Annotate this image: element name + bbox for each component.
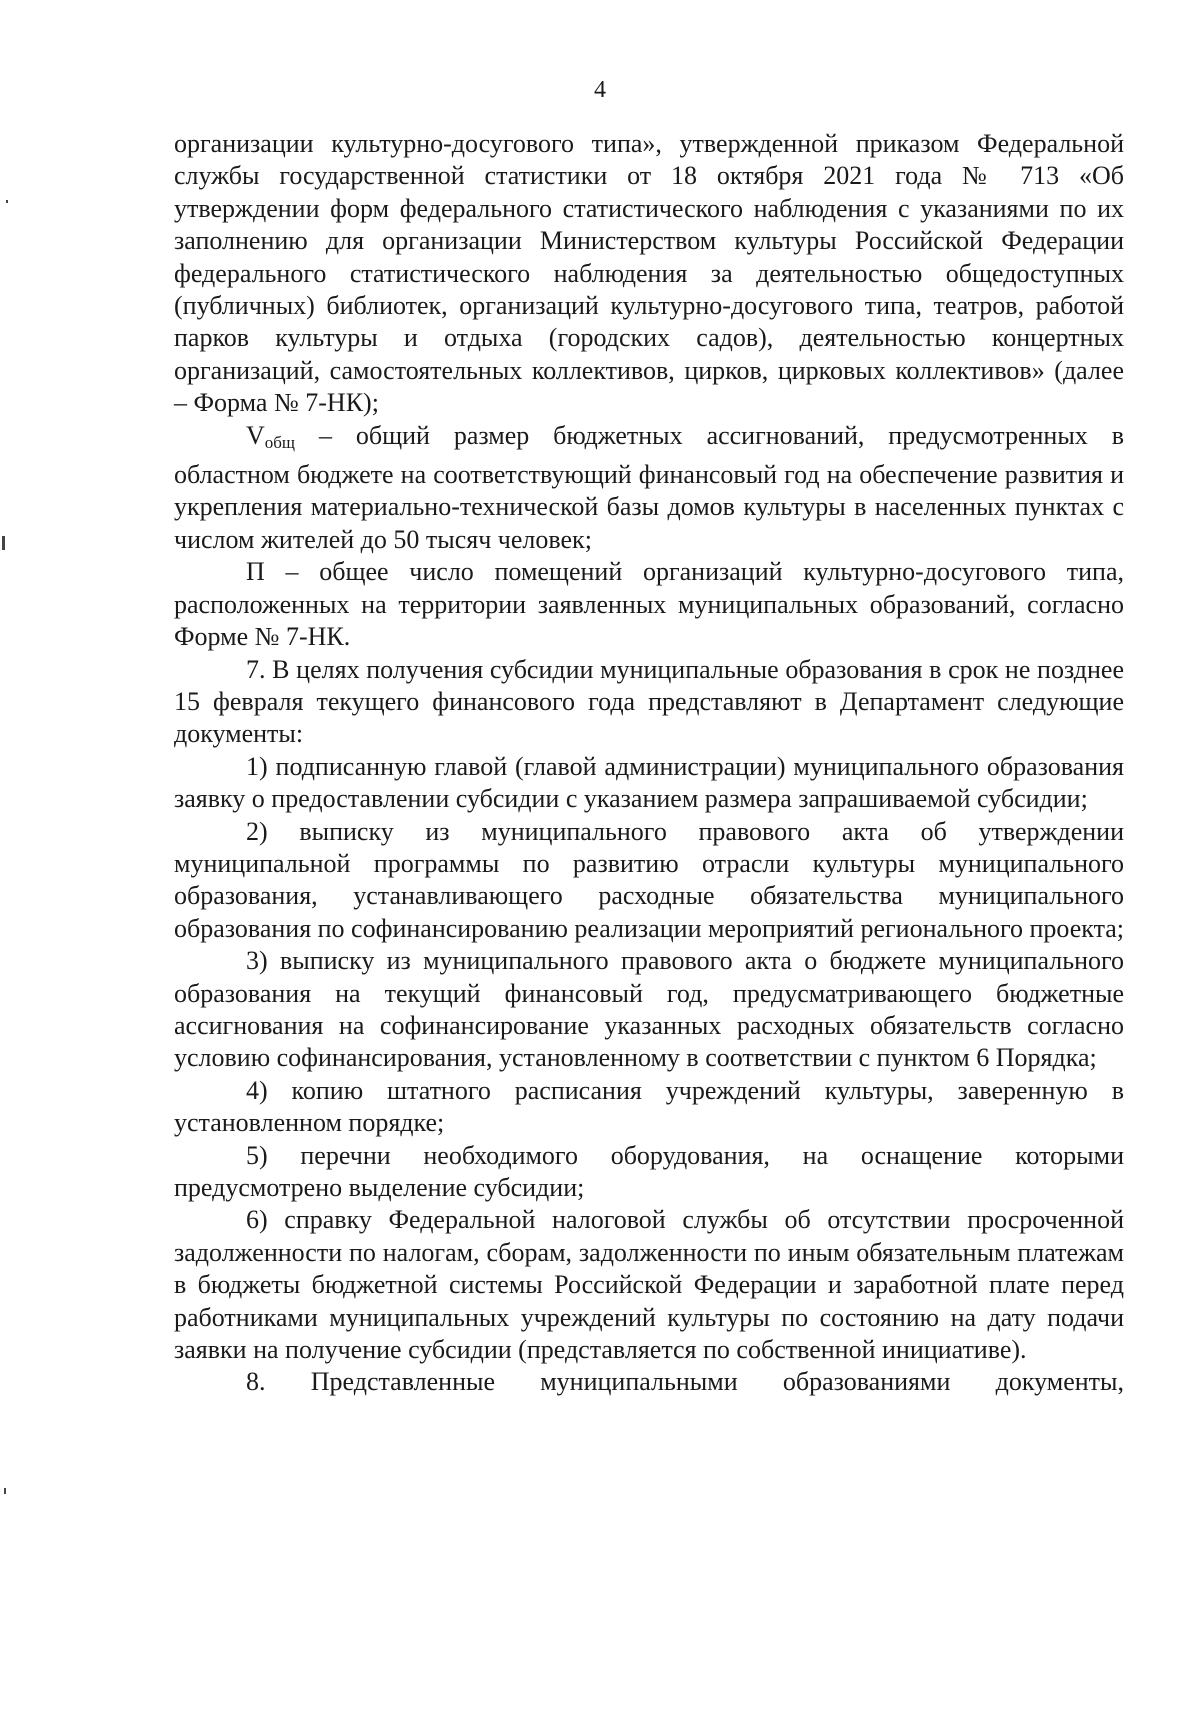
- scan-speck: [4, 1488, 6, 1494]
- paragraph-v-total-definition: [174, 420, 1124, 557]
- scan-speck: [2, 536, 5, 550]
- variable-v-subscript: общ: [264, 432, 296, 452]
- paragraph-p-definition: П – общее число помещений организаций культурно-досугового типа, расположенных на территории заявленных муниципальных образований, согласно Форме № 7-НК.: [174, 557, 1124, 652]
- page-number: 4: [594, 77, 606, 103]
- list-item-5: 5) перечни необходимого оборудования, на оснащение которыми предусмотрено выделение субсидии;: [174, 1140, 1124, 1202]
- paragraph-item-7: 7. В целях получения субсидии муниципальные образования в срок не позднее 15 февраля текущего финансового года представляют в Департамент следующие документы:: [174, 654, 1124, 749]
- paragraph-item-8: 8. Представленные муниципальными образованиями документы,: [246, 1367, 1124, 1397]
- document-body: [174, 128, 1124, 1399]
- list-item-1: 1) подписанную главой (главой администрации) муниципального образования заявку о предоставлении субсидии с указанием размера запрашиваемой субсидии;: [174, 751, 1124, 814]
- variable-v-description: – общий размер бюджетных ассигнований, предусмотренных в областном бюджете на соответствующий финансовый год на обеспечение развития и укрепления материально-технической базы домов культуры в населенных пунктах с числом жителей до 50 тысяч человек;: [174, 420, 1124, 554]
- list-item-2: 2) выписку из муниципального правового акта об утверждении муниципальной программы по развитию отрасли культуры муниципального образования, устанавливающего расходные обязательства муниципального образования по софинансированию реализации мероприятий регионального проекта;: [174, 816, 1125, 943]
- paragraph-form-definition: организации культурно-досугового типа», утвержденной приказом Федеральной службы государственной статистики от 18 октября 2021 года № 713 «Об утверждении форм федерального статистического наблюдения с указаниями по их заполнению для организации Министерством культуры Российской Федерации федерального статистического наблюдения за деятельностью общедоступных (публичных) библиотек, организаций культурно-досугового типа, театров, работой парков культуры и отдыха (городских садов), деятельностью концертных организаций, самостоятельных коллективов, цирков, цирковых коллективов» (далее – Форма № 7-НК);: [174, 129, 1124, 418]
- variable-v-symbol: V: [246, 420, 265, 450]
- scan-speck: [6, 200, 8, 203]
- list-item-4: 4) копию штатного расписания учреждений культуры, заверенную в установленном порядке;: [174, 1075, 1124, 1138]
- list-item-3: 3) выписку из муниципального правового акта о бюджете муниципального образования на текущий финансовый год, предусматривающего бюджетные ассигнования на софинансирование указанных расходных обязательств согласно условию софинансирования, установленному в соответствии с пунктом 6 Порядка;: [174, 946, 1124, 1073]
- list-item-6: 6) справку Федеральной налоговой службы об отсутствии просроченной задолженности по налогам, сборам, задолженности по иным обязательным платежам в бюджеты бюджетной системы Российской Федерации и заработной плате перед работниками муниципальных учреждений культуры по состоянию на дату подачи заявки на получение субсидии (представляется по собственной инициативе).: [174, 1205, 1124, 1365]
